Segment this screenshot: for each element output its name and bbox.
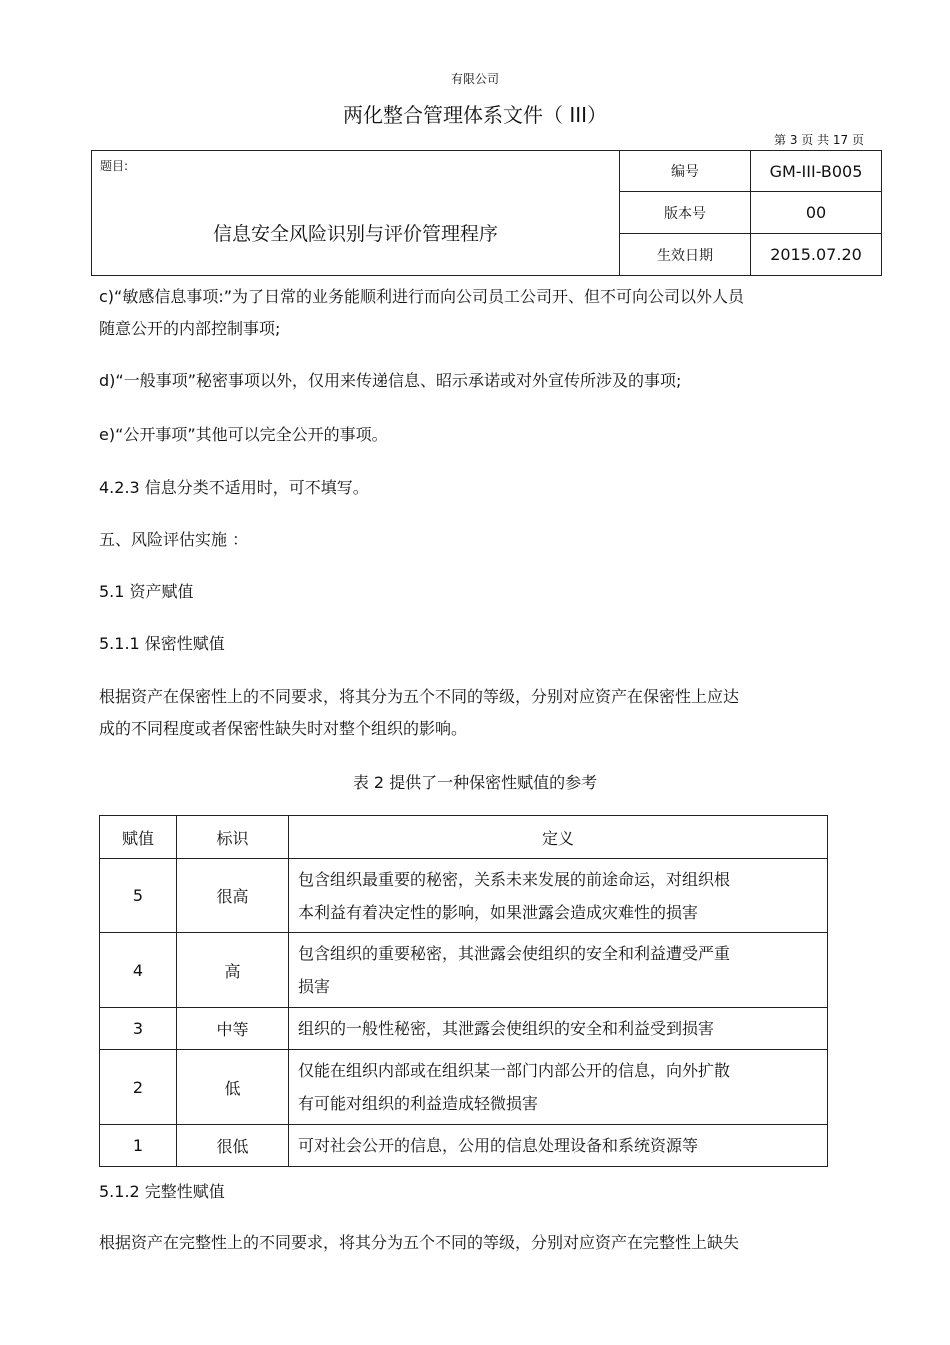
table-caption: 表 2 提供了一种保密性赋值的参考 (352, 773, 598, 792)
para-c-line2: 随意公开的内部控制事项; (99, 319, 281, 338)
col-header-definition: 定义 (289, 816, 828, 859)
document-title: 两化整合管理体系文件（ III） (342, 103, 608, 127)
cell-label: 低 (177, 1050, 289, 1125)
company-name: 有限公司 (450, 72, 499, 86)
cell-definition (289, 933, 828, 1008)
section-5-1-2: 5.1.2 完整性赋值 (99, 1182, 225, 1201)
cell-definition (289, 859, 828, 933)
field-key-version: 版本号 (620, 192, 751, 234)
field-key-code: 编号 (620, 151, 751, 192)
page-info: 第 3 页 共 17 页 (774, 133, 864, 147)
para-integrity-line1: 根据资产在完整性上的不同要求，将其分为五个不同的等级，分别对应资产在完整性上缺失 (99, 1233, 740, 1252)
definition-line: 本利益有着决定性的影响，如果泄露会造成灾难性的损害 (298, 902, 699, 922)
cell-value: 3 (100, 1008, 177, 1050)
definition-line: 包含组织的重要秘密，其泄露会使组织的安全和利益遭受严重 (298, 944, 731, 963)
field-value-code: GM-III-B005 (751, 151, 882, 192)
section-4-2-3: 4.2.3 信息分类不适用时，可不填写。 (99, 478, 369, 497)
table-row (100, 859, 828, 933)
cell-definition (289, 1050, 828, 1125)
table-row (100, 1125, 828, 1167)
field-value-date: 2015.07.20 (751, 234, 882, 276)
para-d: d)“一般事项”秘密事项以外，仅用来传递信息、昭示承诺或对外宣传所涉及的事项; (99, 371, 682, 390)
field-key-date: 生效日期 (620, 234, 751, 276)
definition-line: 仅能在组织内部或在组织某一部门内部公开的信息，向外扩散 (298, 1061, 731, 1080)
table-header-row (100, 816, 828, 859)
subject-title: 信息安全风险识别与评价管理程序 (212, 223, 498, 245)
section-5-1-1: 5.1.1 保密性赋值 (99, 634, 225, 653)
cell-label: 很低 (177, 1125, 289, 1167)
cell-definition (289, 1008, 828, 1050)
para-e: e)“公开事项”其他可以完全公开的事项。 (99, 425, 388, 444)
cell-value: 1 (100, 1125, 177, 1167)
col-header-value: 赋值 (100, 816, 177, 859)
section-5-heading: 五、风险评估实施 ： (99, 530, 249, 549)
subject-label: 题目: (100, 159, 129, 173)
para-c-line1: c)“敏感信息事项:”为了日常的业务能顺利进行而向公司员工公司开、但不可向公司以外人员 (99, 287, 745, 306)
section-5-1: 5.1 资产赋值 (99, 582, 194, 601)
field-value-version: 00 (751, 192, 882, 234)
cell-value: 4 (100, 933, 177, 1008)
definition-line: 损害 (298, 977, 331, 996)
table-row (100, 1008, 828, 1050)
cell-definition (289, 1125, 828, 1167)
cell-label: 很高 (177, 859, 289, 933)
cell-value: 2 (100, 1050, 177, 1125)
definition-line: 可对社会公开的信息，公用的信息处理设备和系统资源等 (298, 1136, 699, 1155)
cell-label: 高 (177, 933, 289, 1008)
confidentiality-table (99, 815, 828, 1167)
cell-value: 5 (100, 859, 177, 933)
col-header-label: 标识 (177, 816, 289, 859)
definition-line: 有可能对组织的利益造成轻微损害 (298, 1094, 539, 1113)
table-row (100, 1050, 828, 1125)
cell-label: 中等 (177, 1008, 289, 1050)
para-confidentiality-line2: 成的不同程度或者保密性缺失时对整个组织的影响。 (99, 719, 468, 738)
subject-cell (92, 151, 620, 276)
para-confidentiality-line1: 根据资产在保密性上的不同要求，将其分为五个不同的等级，分别对应资产在保密性上应达 (99, 687, 740, 706)
table-row (100, 933, 828, 1008)
definition-line: 组织的一般性秘密，其泄露会使组织的安全和利益受到损害 (298, 1019, 715, 1038)
definition-line: 包含组织最重要的秘密，关系未来发展的前途命运，对组织根 (298, 869, 731, 889)
header-table (91, 150, 882, 276)
